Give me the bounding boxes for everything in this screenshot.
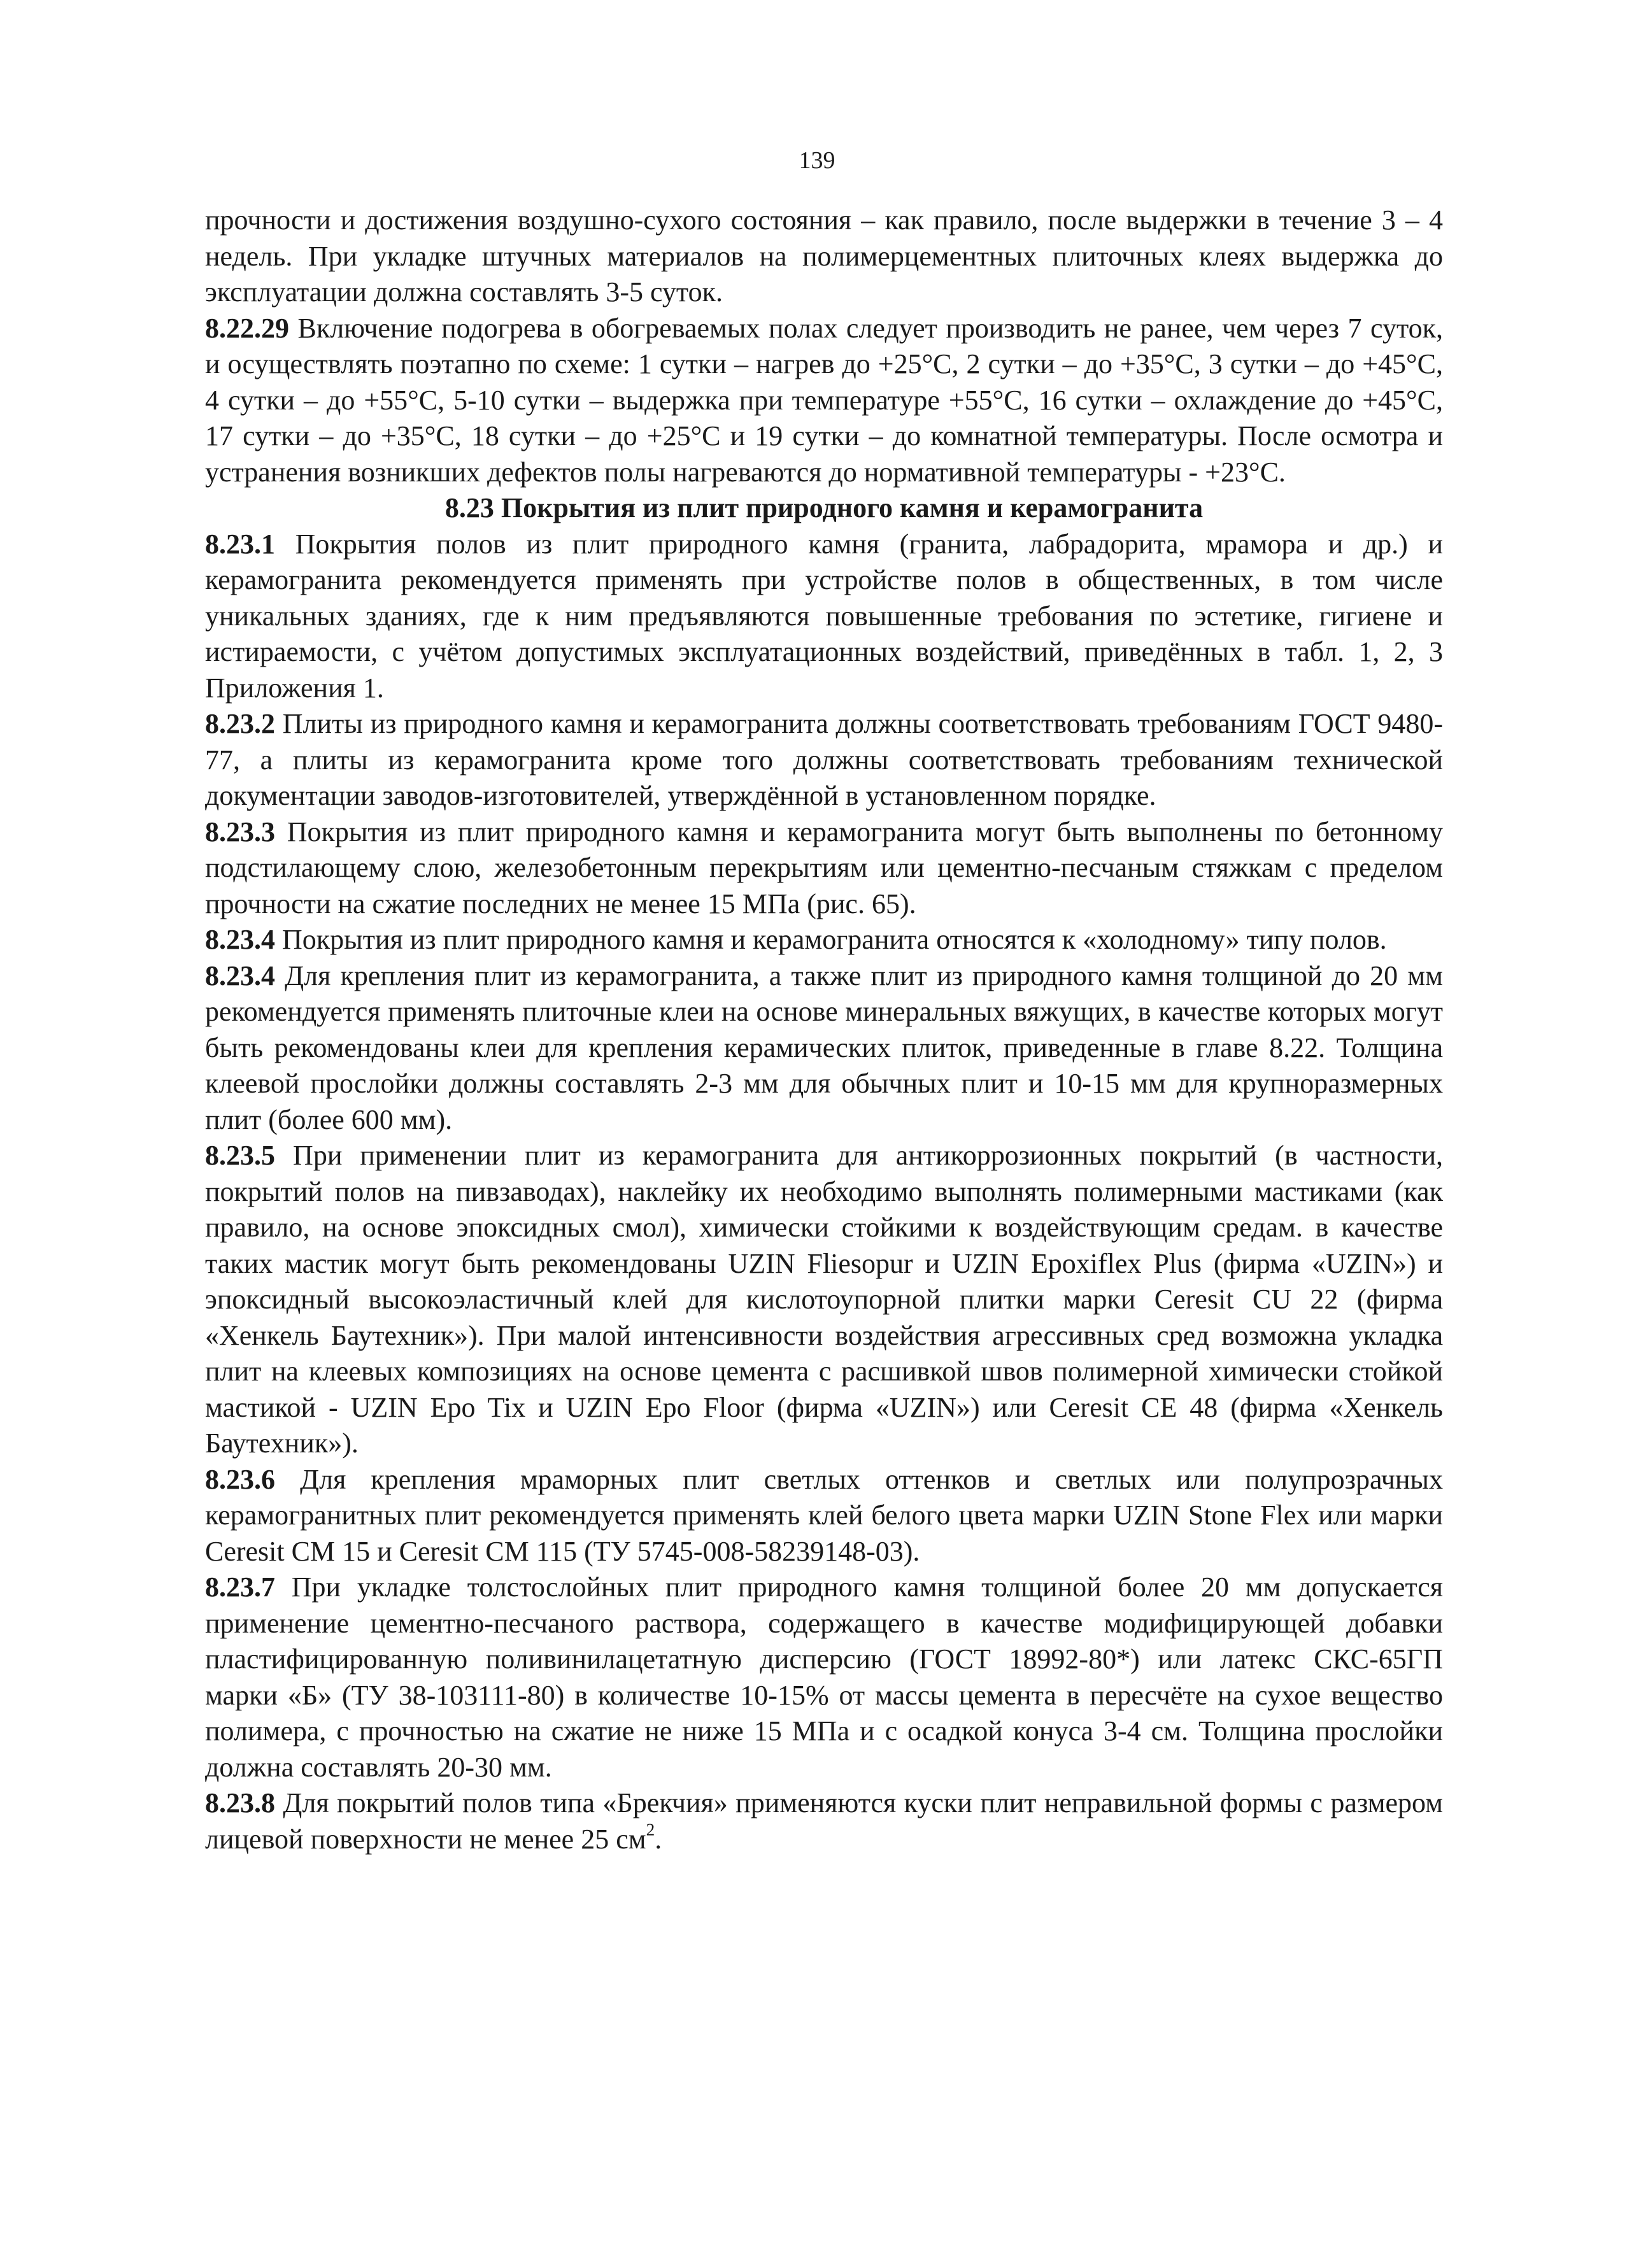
superscript-square: 2 bbox=[646, 1820, 655, 1839]
paragraph-number: 8.23.2 bbox=[205, 708, 275, 739]
paragraph-text: Для крепления мраморных плит светлых оттенков и светлых или полупрозрачных керамогранитных плит рекомендуется применять клей белого цвета марки UZIN Stone Flex или марки Ceresit CM 15 и Ceresit CM 115 (ТУ 5745-008-58239148-03). bbox=[205, 1463, 1443, 1567]
paragraph-text: При укладке толстослойных плит природного камня толщиной более 20 мм допускается применение цементно-песчаного раствора, содержащего в качестве модифицирующей добавки пластифицированную поливинилацетатную дисперсию (ГОСТ 18992-80*) или латекс СКС-65ГП марки «Б» (ТУ 38-103111-80) в количестве 10-15% от массы цемента в пересчёте на сухое вещество полимера, с прочностью на сжатие не ниже 15 МПа и с осадкой конуса 3-4 см. Толщина прослойки должна составлять 20-30 мм. bbox=[205, 1571, 1443, 1783]
paragraph-number: 8.23.8 bbox=[205, 1787, 275, 1818]
paragraph-8-23-5 bbox=[205, 1138, 1443, 1462]
paragraph-number: 8.23.5 bbox=[205, 1140, 275, 1171]
paragraph-number: 8.23.6 bbox=[205, 1463, 275, 1495]
page-number: 139 bbox=[799, 147, 835, 174]
document-body bbox=[205, 202, 1443, 1857]
paragraph-text: Для покрытий полов типа «Брекчия» применяются куски плит неправильной формы с размером лицевой поверхности не менее 25 см bbox=[205, 1787, 1443, 1855]
paragraph-continuation bbox=[205, 202, 1443, 311]
paragraph-8-23-8 bbox=[205, 1785, 1443, 1857]
paragraph-number: 8.23.4 bbox=[205, 960, 275, 991]
paragraph-number: 8.23.7 bbox=[205, 1571, 275, 1603]
section-heading-8-23: 8.23 Покрытия из плит природного камня и керамогранита bbox=[444, 492, 1204, 523]
paragraph-8-23-7 bbox=[205, 1570, 1443, 1785]
paragraph-text: Покрытия из плит природного камня и керамогранита могут быть выполнены по бетонному подстилающему слою, железобетонным перекрытиям или цементно-песчаным стяжкам с пределом прочности на сжатие последних не менее 15 МПа (рис. 65). bbox=[205, 816, 1443, 919]
paragraph-8-23-3 bbox=[205, 814, 1443, 923]
paragraph-8-23-4-a bbox=[205, 922, 1443, 958]
paragraph-number: 8.22.29 bbox=[205, 312, 289, 344]
paragraph-8-23-4-b bbox=[205, 958, 1443, 1138]
paragraph-text: При применении плит из керамогранита для антикоррозионных покрытий (в частности, покрытий полов на пивзаводах), наклейку их необходимо выполнять полимерными мастиками (как правило, на основе эпоксидных смол), химически стойкими к воздействующим средам. в качестве таких мастик могут быть рекомендованы UZIN Fliesopur и UZIN Epoxiflex Plus (фирма «UZIN») и эпоксидный высокоэластичный клей для кислотоупорной плитки марки Ceresit CU 22 (фирма «Хенкель Баутехник»). При малой интенсивности воздействия агрессивных сред возможна укладка плит на клеевых композициях на основе цемента с расшивкой швов полимерной химически стойкой мастикой - UZIN Epo Tix и UZIN Epo Floor (фирма «UZIN») или Ceresit CE 48 (фирма «Хенкель Баутехник»). bbox=[205, 1140, 1443, 1459]
paragraph-number: 8.23.4 bbox=[205, 924, 275, 955]
paragraph-text: Покрытия полов из плит природного камня (гранита, лабрадорита, мрамора и др.) и керамогранита рекомендуется применять при устройстве полов в общественных, в том числе уникальных зданиях, где к ним предъявляются повышенные требования по эстетике, гигиене и истираемости, с учётом допустимых эксплуатационных воздействий, приведённых в табл. 1, 2, 3 Приложения 1. bbox=[205, 528, 1443, 704]
paragraph-text: Покрытия из плит природного камня и керамогранита относятся к «холодному» типу полов. bbox=[275, 924, 1387, 955]
paragraph-8-23-6 bbox=[205, 1462, 1443, 1570]
paragraph-text: Для крепления плит из керамогранита, а также плит из природного камня толщиной до 20 мм рекомендуется применять плиточные клеи на основе минеральных вяжущих, в качестве которых могут быть рекомендованы клеи для крепления керамических плиток, приведенные в главе 8.22. Толщина клеевой прослойки должны составлять 2-3 мм для обычных плит и 10-15 мм для крупноразмерных плит (более 600 мм). bbox=[205, 960, 1443, 1135]
paragraph-text: Плиты из природного камня и керамогранита должны соответствовать требованиям ГОСТ 9480-77, а плиты из керамогранита кроме того должны соответствовать требованиям технической документации заводов-изготовителей, утверждённой в установленном порядке. bbox=[205, 708, 1443, 811]
paragraph-number: 8.23.3 bbox=[205, 816, 275, 847]
paragraph-text: прочности и достижения воздушно-сухого состояния – как правило, после выдержки в течение 3 – 4 недель. При укладке штучных материалов на полимерцементных плиточных клеях выдержка до эксплуатации должна составлять 3-5 суток. bbox=[205, 204, 1443, 308]
paragraph-tail: . bbox=[655, 1823, 662, 1855]
paragraph-number: 8.23.1 bbox=[205, 528, 275, 560]
paragraph-text: Включение подогрева в обогреваемых полах следует производить не ранее, чем через 7 суток, и осуществлять поэтапно по схеме: 1 сутки – нагрев до +25°С, 2 сутки – до +35°С, 3 сутки – до +45°С, 4 сутки – до +55°С, 5-10 сутки – выдержка при температуре +55°С, 16 сутки – охлаждение до +45°С, 17 сутки – до +35°С, 18 сутки – до +25°С и 19 сутки – до комнатной температуры. После осмотра и устранения возникших дефектов полы нагреваются до нормативной температуры - +23°С. bbox=[205, 312, 1443, 488]
paragraph-8-23-2 bbox=[205, 706, 1443, 814]
paragraph-8-23-1 bbox=[205, 527, 1443, 707]
paragraph-8-22-29 bbox=[205, 311, 1443, 491]
